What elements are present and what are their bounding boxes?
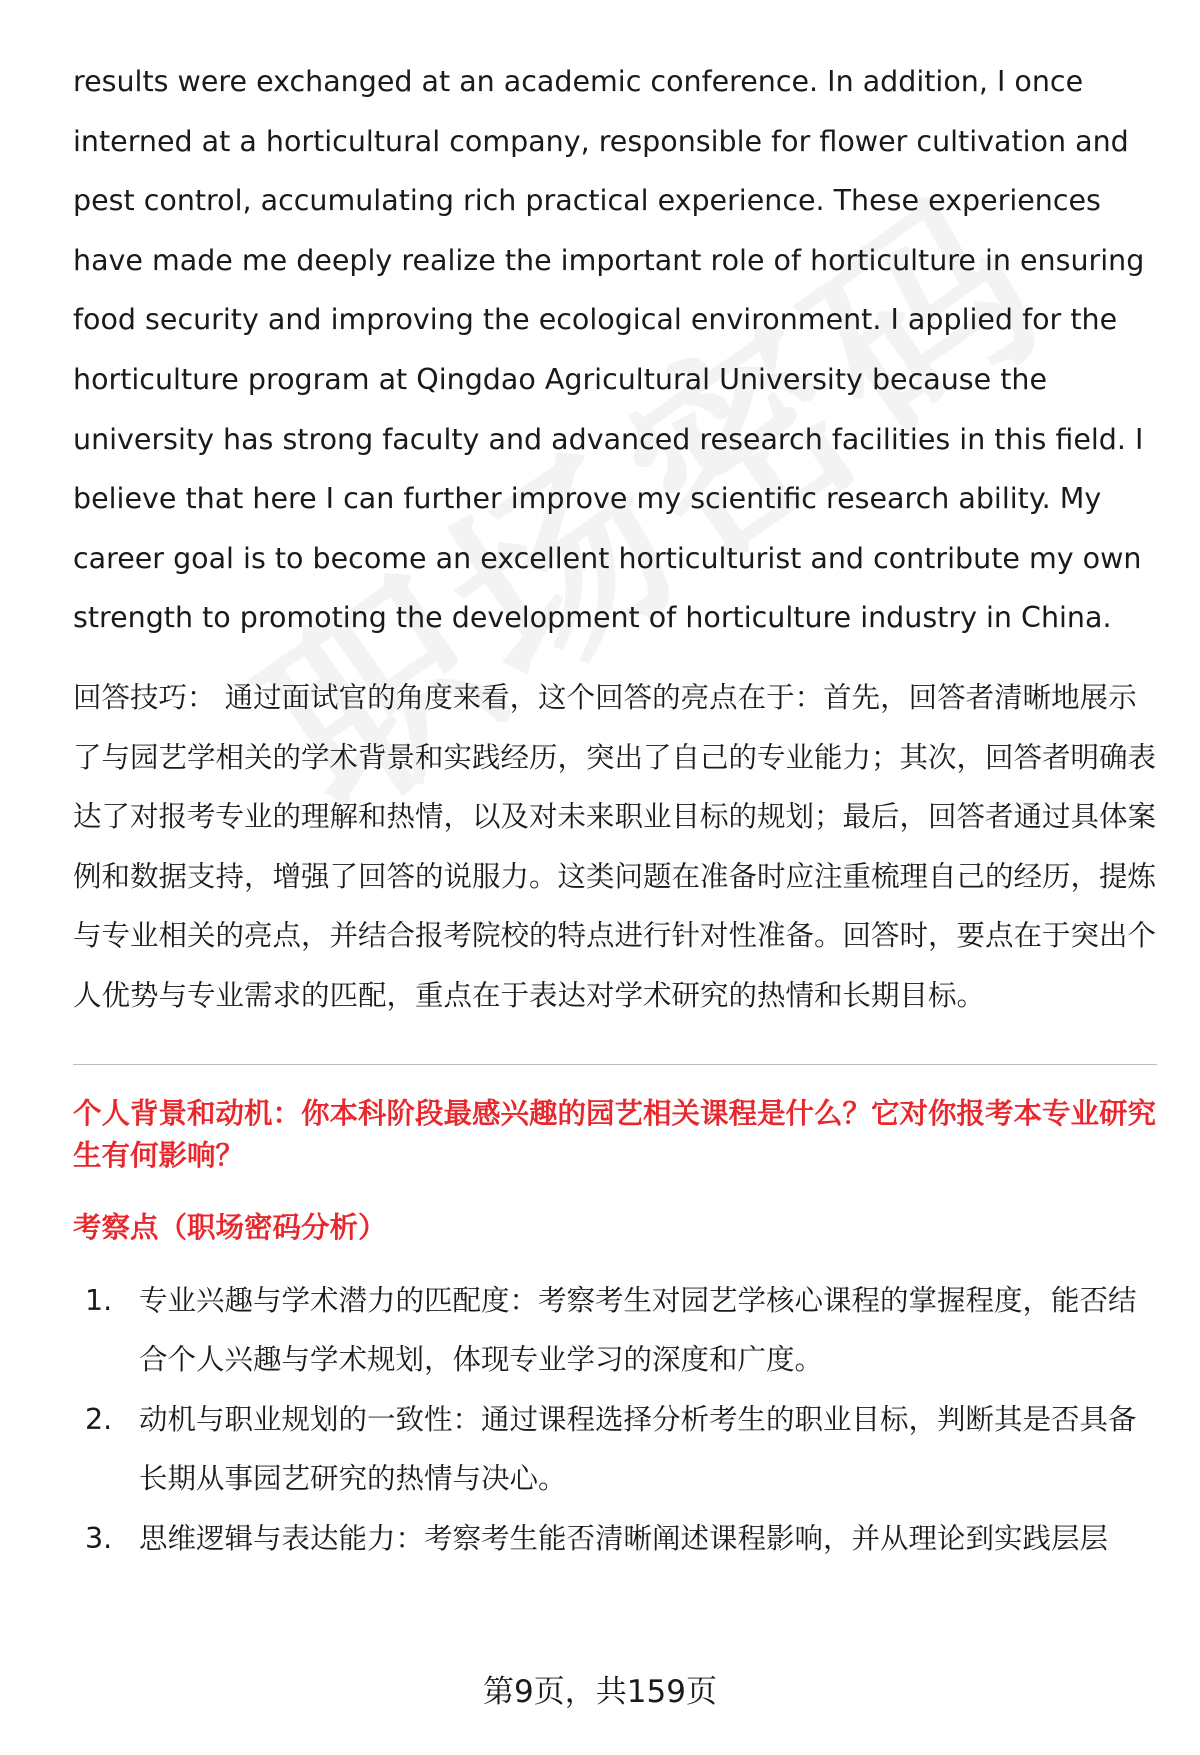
list-item-text: 专业兴趣与学术潜力的匹配度：考察考生对园艺学核心课程的掌握程度，能否结合个人兴趣与学术规划，体现专业学习的深度和广度。 [139, 1283, 1137, 1377]
page-content [73, 52, 1157, 1568]
answer-paragraph: results were exchanged at an academic conference. In addition, I once interned at a horticultural company, responsible for flower cultivation and pest control, accumulating rich practical experience. These experiences have made me deeply realize the important role of horticulture in ensuring food security and improving the ecological environment. I applied for the horticulture program at Qingdao Agricultural University because the university has strong faculty and advanced research facilities in this field. I believe that here I can further improve my scientific research ability. My career goal is to become an excellent horticulturist and contribute my own strength to promoting the development of horticulture industry in China. [73, 65, 1145, 635]
list-item-number: 2. [85, 1402, 113, 1436]
point-list [73, 1271, 1157, 1569]
section-title: 考察点（职场密码分析） [73, 1210, 387, 1244]
list-item-text: 动机与职业规划的一致性：通过课程选择分析考生的职业目标，判断其是否具备长期从事园艺研究的热情与决心。 [139, 1402, 1137, 1496]
list-item-number: 1. [85, 1283, 113, 1317]
list-item-number: 3. [85, 1521, 113, 1555]
tips-label: 回答技巧： [73, 680, 216, 714]
question-heading: 个人背景和动机：你本科阶段最感兴趣的园艺相关课程是什么？它对你报考本专业研究生有何影响？ [73, 1096, 1157, 1172]
section-divider [73, 1064, 1157, 1065]
page-number: 第9页，共159页 [483, 1674, 717, 1710]
tips-text: 通过面试官的角度来看，这个回答的亮点在于：首先，回答者清晰地展示了与园艺学相关的学术背景和实践经历，突出了自己的专业能力；其次，回答者明确表达了对报考专业的理解和热情，以及对未来职业目标的规划；最后，回答者通过具体案例和数据支持，增强了回答的说服力。这类问题在准备时应注重梳理自己的经历，提炼与专业相关的亮点，并结合报考院校的特点进行针对性准备。回答时，要点在于突出个人优势与专业需求的匹配，重点在于表达对学术研究的热情和长期目标。 [73, 680, 1157, 1012]
list-item-text: 思维逻辑与表达能力：考察考生能否清晰阐述课程影响，并从理论到实践层层 [139, 1521, 1109, 1555]
list-item [73, 1509, 1157, 1569]
tips-paragraph [73, 668, 1157, 1026]
list-item [73, 1390, 1157, 1509]
list-item [73, 1271, 1157, 1390]
